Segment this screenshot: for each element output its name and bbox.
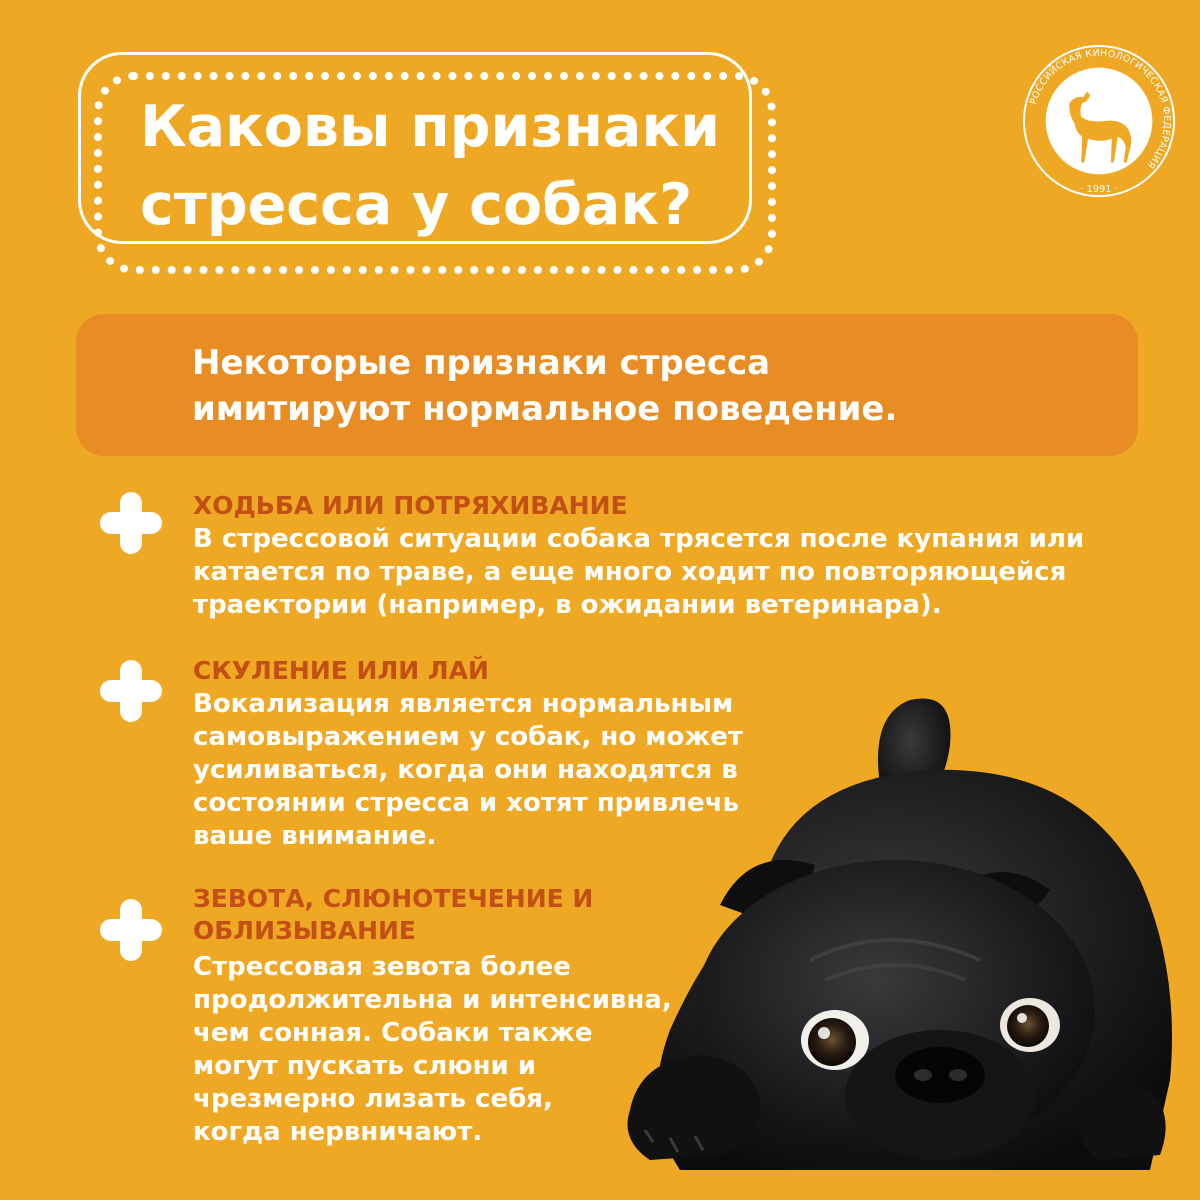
item-body-line: чрезмерно лизать себя, xyxy=(193,1084,553,1114)
page-title-line-1: Каковы признаки xyxy=(140,94,721,160)
item-heading-line: ЗЕВОТА, СЛЮНОТЕЧЕНИЕ И xyxy=(193,884,594,913)
item-body xyxy=(193,523,1084,622)
item-body-line: чем сонная. Собаки также xyxy=(193,1018,593,1048)
callout-line-2: имитируют нормальное поведение. xyxy=(192,389,898,429)
item-heading-line: СКУЛЕНИЕ ИЛИ ЛАЙ xyxy=(193,656,489,685)
item-heading xyxy=(193,655,489,687)
plus-icon xyxy=(98,490,164,556)
black-pug-icon xyxy=(610,690,1180,1180)
item-body-line: ваше внимание. xyxy=(193,821,437,851)
item-heading xyxy=(193,490,628,522)
item-heading-line: ОБЛИЗЫВАНИЕ xyxy=(193,916,416,945)
item-body-line: Стрессовая зевота более xyxy=(193,952,571,982)
item-body-line: Вокализация является нормальным xyxy=(193,689,734,719)
item-body-line: усиливаться, когда они находятся в xyxy=(193,755,738,785)
item-body-line: состоянии стресса и хотят привлечь xyxy=(193,788,739,818)
item-heading xyxy=(193,883,593,947)
callout-text xyxy=(192,340,1092,432)
item-body-line: самовыражением у собак, но может xyxy=(193,722,743,752)
item-body-line: когда нервничают. xyxy=(193,1117,483,1147)
item-body xyxy=(193,951,672,1149)
item-body-line: траектории (например, в ожидании ветеринара). xyxy=(193,590,942,620)
rkf-emblem xyxy=(1020,42,1178,200)
emblem-year: · 1991 · xyxy=(1080,184,1118,196)
item-heading-line: ХОДЬБА ИЛИ ПОТРЯХИВАНИЕ xyxy=(193,491,628,520)
page-title-line-2: стресса у собак? xyxy=(140,172,693,238)
callout-line-1: Некоторые признаки стресса xyxy=(192,343,771,383)
item-body-line: В стрессовой ситуации собака трясется после купания или xyxy=(193,524,1085,554)
page-title xyxy=(140,88,740,244)
plus-icon xyxy=(98,897,164,963)
item-body-line: могут пускать слюни и xyxy=(193,1051,537,1081)
plus-icon xyxy=(98,658,164,724)
item-body-line: катается по траве, а еще много ходит по повторяющейся xyxy=(193,557,1067,587)
item-body-line: продолжительна и интенсивна, xyxy=(193,985,672,1015)
emblem-ring-text: РОССИЙСКАЯ КИНОЛОГИЧЕСКАЯ ФЕДЕРАЦИЯ xyxy=(1028,47,1173,171)
